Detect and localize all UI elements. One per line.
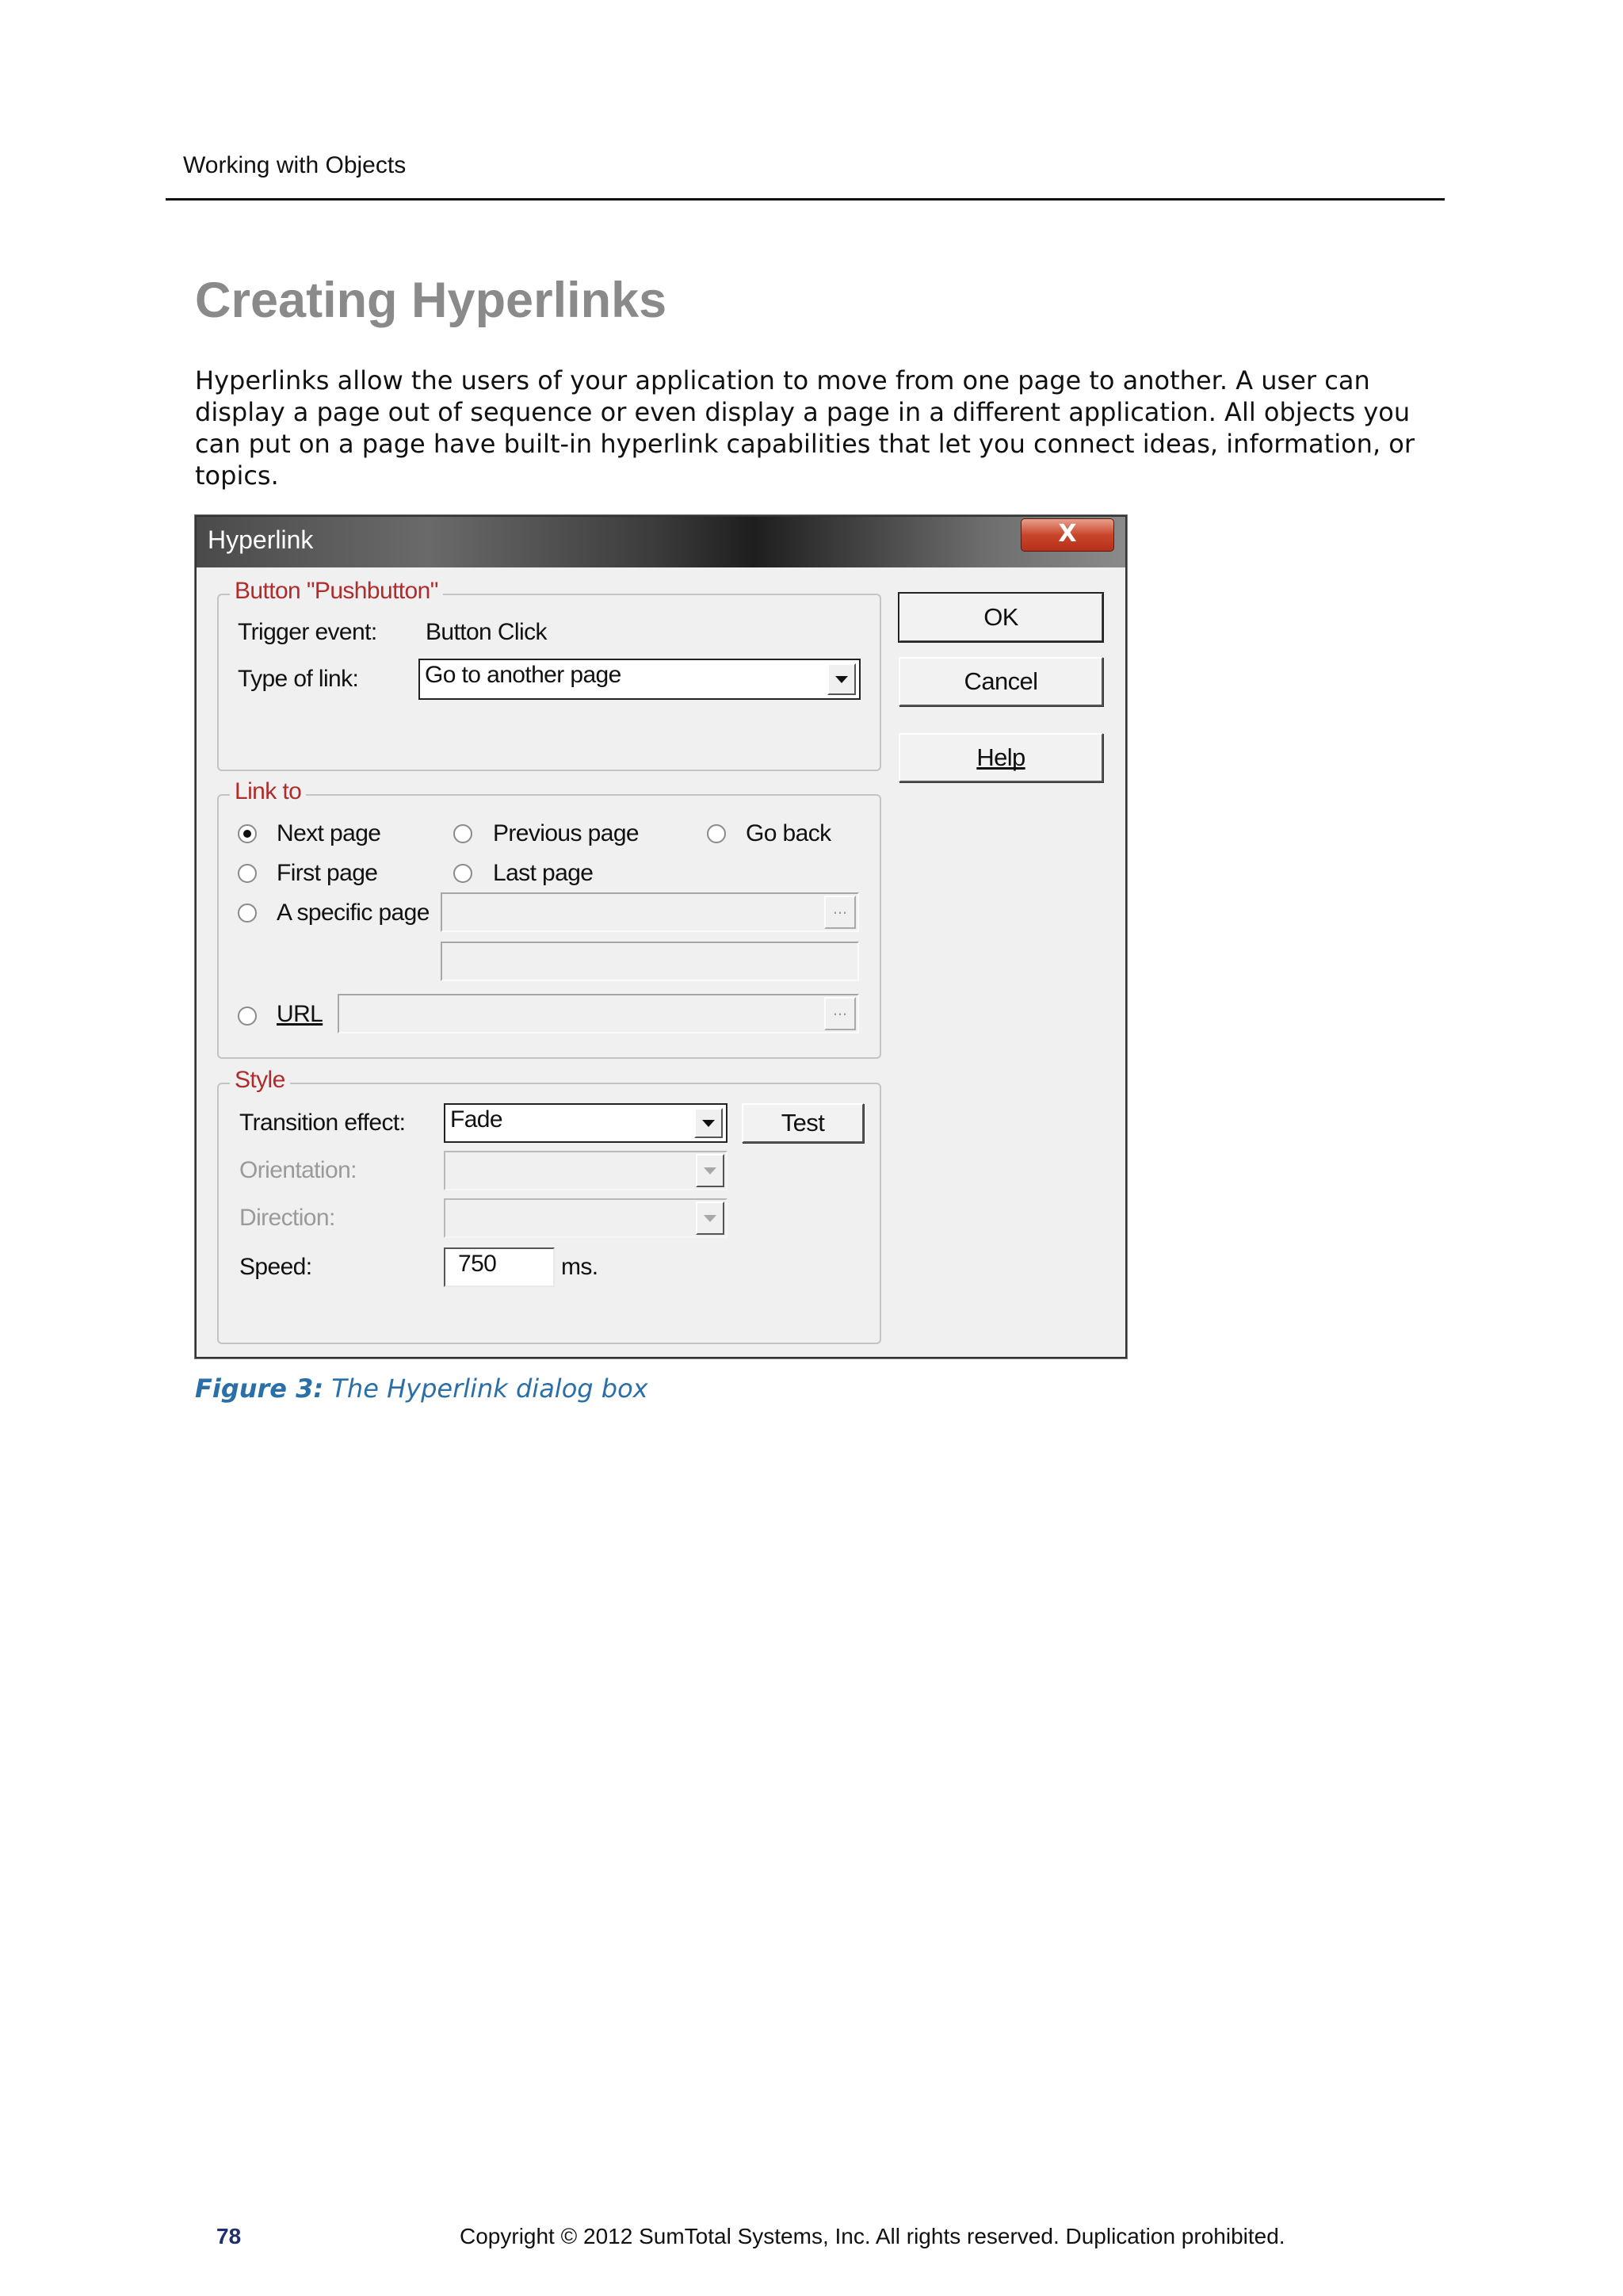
browse-url-button[interactable]: ... <box>824 997 856 1030</box>
radio-go-back[interactable] <box>707 824 726 843</box>
intro-line: topics. <box>195 460 279 491</box>
test-button[interactable]: Test <box>742 1103 864 1143</box>
direction-dropdown[interactable] <box>444 1198 727 1238</box>
link-to-group-box <box>217 778 881 1059</box>
page-title: Creating Hyperlinks <box>195 273 667 328</box>
speed-label: Speed: <box>239 1254 312 1280</box>
type-of-link-value: Go to another page <box>425 662 621 688</box>
chevron-down-icon[interactable] <box>696 1154 724 1187</box>
link-to-legend: Link to <box>230 778 306 805</box>
trigger-event-value: Button Click <box>426 619 547 645</box>
url-label: URL <box>277 1001 323 1027</box>
speed-unit: ms. <box>561 1254 598 1280</box>
type-of-link-dropdown[interactable] <box>418 659 861 700</box>
intro-line: display a page out of sequence or even display a page in a different application. All objects you <box>195 397 1411 427</box>
intro-paragraph <box>195 365 1415 491</box>
trigger-event-label: Trigger event: <box>238 619 377 645</box>
style-group-box <box>217 1067 881 1344</box>
speed-value: 750 <box>458 1251 497 1277</box>
browse-specific-page-button[interactable]: ... <box>824 896 856 929</box>
radio-specific-page[interactable] <box>238 904 257 923</box>
chevron-down-icon[interactable] <box>694 1108 723 1138</box>
orientation-dropdown[interactable] <box>444 1151 727 1190</box>
dialog-titlebar <box>197 517 1125 567</box>
specific-page-field[interactable] <box>441 892 859 932</box>
first-page-label: First page <box>277 860 378 886</box>
chevron-down-icon[interactable] <box>696 1201 724 1235</box>
button-group-box <box>217 578 881 771</box>
figure-label: Figure 3: <box>195 1373 324 1404</box>
hyperlink-dialog <box>195 515 1127 1358</box>
type-of-link-label: Type of link: <box>238 666 359 692</box>
speed-input[interactable] <box>444 1247 555 1287</box>
specific-page-label: A specific page <box>277 900 430 926</box>
previous-page-label: Previous page <box>493 820 639 846</box>
figure-caption-text: The Hyperlink dialog box <box>323 1373 648 1404</box>
direction-label: Direction: <box>239 1205 335 1231</box>
style-legend: Style <box>230 1067 290 1094</box>
radio-next-page[interactable] <box>238 824 257 843</box>
copyright-notice: Copyright © 2012 SumTotal Systems, Inc. All rights reserved. Duplication prohibited. <box>460 2224 1285 2248</box>
running-head: Working with Objects <box>183 152 407 178</box>
intro-line: Hyperlinks allow the users of your application to move from one page to another. A user can <box>195 365 1370 395</box>
transition-effect-dropdown[interactable] <box>444 1103 727 1143</box>
header-rule <box>166 198 1445 201</box>
radio-previous-page[interactable] <box>453 824 472 843</box>
url-field[interactable] <box>338 994 859 1033</box>
ok-button[interactable]: OK <box>899 593 1103 642</box>
help-button[interactable]: Help <box>899 733 1103 782</box>
radio-url[interactable] <box>238 1007 257 1026</box>
figure-caption <box>195 1373 648 1404</box>
page-number: 78 <box>216 2224 242 2248</box>
chevron-down-icon[interactable] <box>827 663 856 695</box>
specific-page-secondary-field[interactable] <box>441 942 859 981</box>
cancel-button[interactable]: Cancel <box>899 657 1103 706</box>
transition-effect-value: Fade <box>450 1106 502 1133</box>
go-back-label: Go back <box>746 820 831 846</box>
transition-effect-label: Transition effect: <box>239 1110 406 1136</box>
radio-last-page[interactable] <box>453 864 472 883</box>
next-page-label: Next page <box>277 820 381 846</box>
radio-first-page[interactable] <box>238 864 257 883</box>
button-group-legend: Button "Pushbutton" <box>230 578 443 605</box>
intro-line: can put on a page have built-in hyperlink capabilities that let you connect ideas, information, or <box>195 429 1415 459</box>
close-icon[interactable]: X <box>1021 518 1114 552</box>
orientation-label: Orientation: <box>239 1157 357 1183</box>
last-page-label: Last page <box>493 860 594 886</box>
dialog-title: Hyperlink <box>208 525 314 554</box>
